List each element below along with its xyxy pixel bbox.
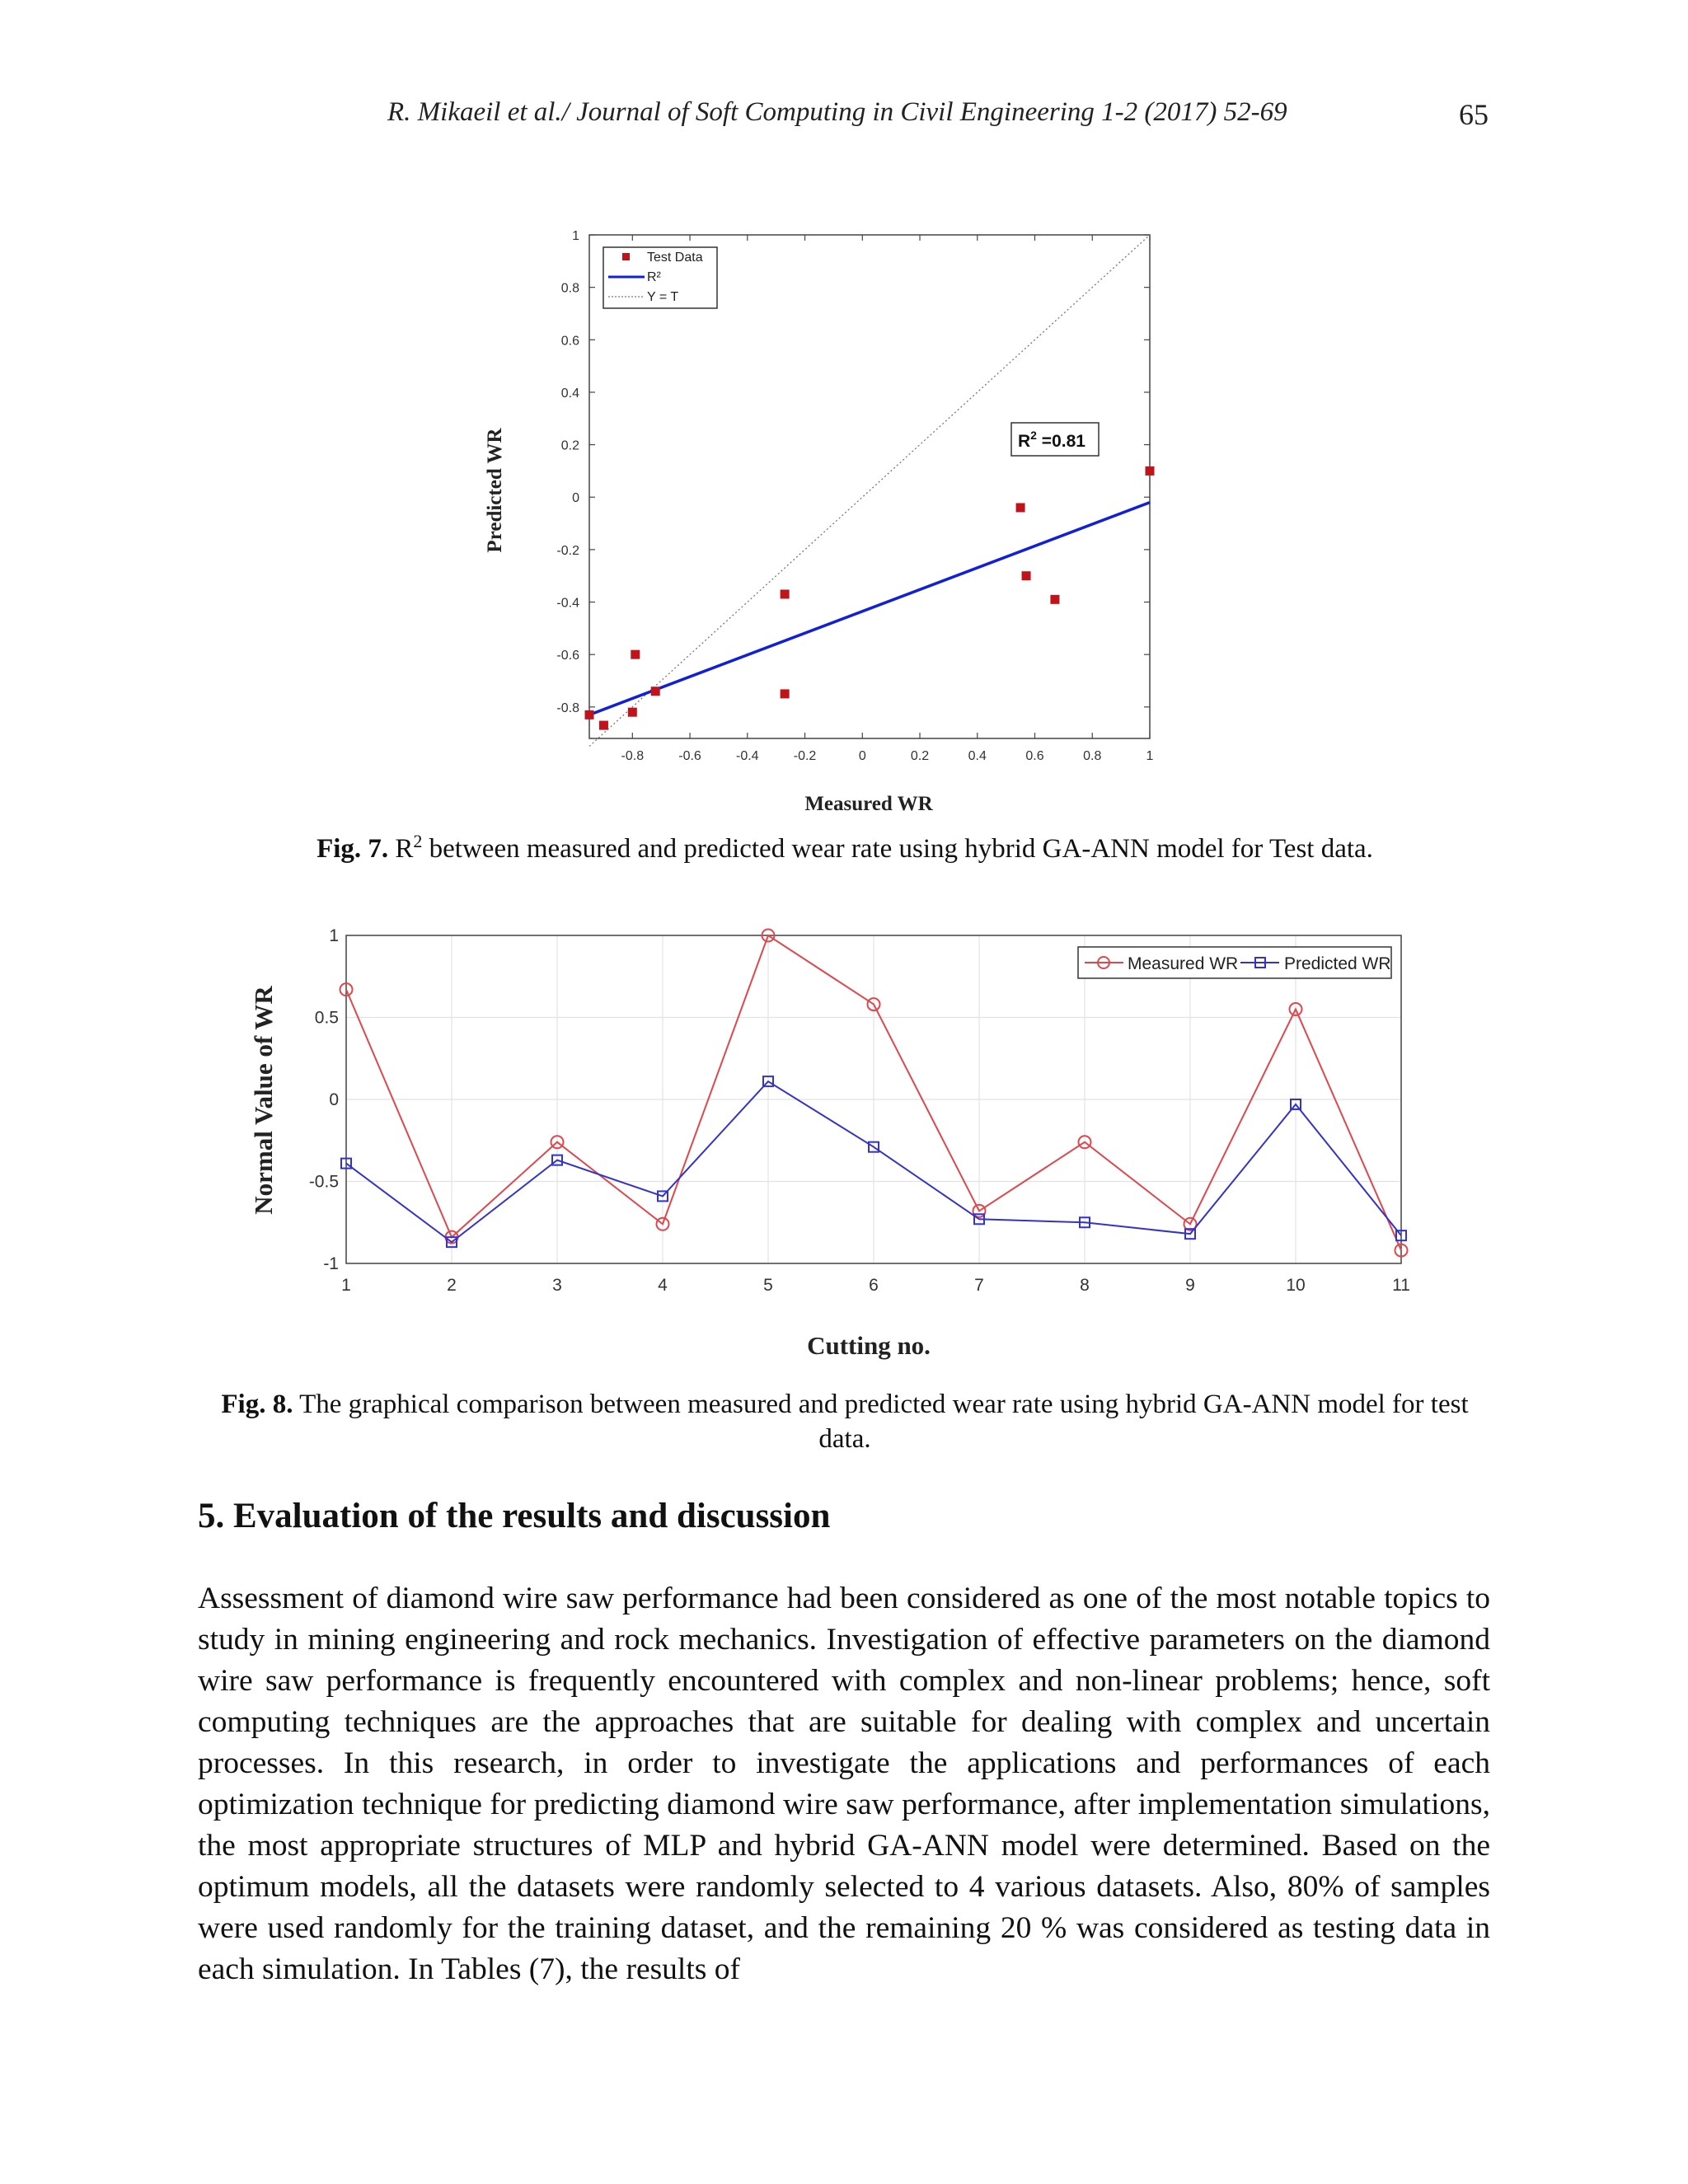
fig7-data-point bbox=[1022, 571, 1031, 580]
fig8-y-tick-label: 0.5 bbox=[314, 1008, 339, 1028]
fig8-y-tick-label: -1 bbox=[323, 1254, 339, 1273]
figure-7-caption-text: between measured and predicted wear rate using hybrid GA-ANN model for Test data. bbox=[422, 834, 1373, 864]
fig8-x-tick-label: 2 bbox=[447, 1276, 457, 1295]
fig7-r2-annotation bbox=[1011, 423, 1099, 456]
fig7-x-tick-label: 0.8 bbox=[1083, 749, 1102, 763]
fig7-legend-r2: R² bbox=[647, 270, 661, 284]
fig7-legend-y-equals-t: Y = T bbox=[647, 290, 679, 304]
fig8-legend-measured: Measured WR bbox=[1128, 954, 1239, 973]
fig7-y-tick-label: -0.8 bbox=[556, 701, 579, 715]
fig7-y-tick-label: -0.2 bbox=[556, 543, 579, 558]
fig8-x-tick-label: 11 bbox=[1392, 1276, 1410, 1295]
fig8-x-tick-label: 10 bbox=[1286, 1276, 1306, 1295]
figure-7-scatter-chart bbox=[462, 223, 1203, 824]
fig8-x-tick-label: 7 bbox=[974, 1276, 984, 1295]
figure-8-caption-label: Fig. 8. bbox=[221, 1390, 293, 1419]
fig7-data-point bbox=[781, 589, 790, 598]
fig7-data-point bbox=[599, 721, 608, 730]
fig7-tick-labels bbox=[556, 229, 1153, 763]
fig7-data-point bbox=[1016, 503, 1025, 512]
fig8-y-tick-label: 0 bbox=[329, 1090, 339, 1109]
fig8-x-tick-label: 3 bbox=[552, 1276, 562, 1295]
fig8-x-tick-label: 8 bbox=[1080, 1276, 1090, 1295]
fig7-lines bbox=[589, 235, 1150, 747]
fig7-x-tick-label: -0.6 bbox=[678, 749, 701, 763]
fig8-x-tick-label: 9 bbox=[1185, 1276, 1195, 1295]
fig7-y-tick-label: 0.6 bbox=[560, 334, 579, 349]
fig7-data-point bbox=[585, 710, 594, 719]
body-paragraph: Assessment of diamond wire saw performance had been considered as one of the most notable topics to study in mining engineering and rock mechanics. Investigation of effective parameters on the diamond wire saw performance is frequently encountered with complex and non-linear problems; hence, soft computing techniques are the approaches that are suitable for dealing with complex and uncertain processes. In this research, in order to investigate the applications and performances of each optimization technique for predicting diamond wire saw performance, after implementation simulations, the most appropriate structures of MLP and hybrid GA-ANN model were determined. Based on the optimum models, all the datasets were randomly selected to 4 various datasets. Also, 80% of samples were used randomly for the training dataset, and the remaining 20 % was considered as testing data in each simulation. In Tables (7), the results of bbox=[198, 1582, 1490, 1986]
fig7-y-axis-label: Predicted WR bbox=[484, 428, 506, 553]
fig8-y-axis-label: Normal Value of WR bbox=[249, 986, 278, 1215]
fig8-x-tick-label: 6 bbox=[869, 1276, 879, 1295]
fig7-r2-prefix: R bbox=[1018, 432, 1031, 451]
fig7-legend-marker-test bbox=[622, 253, 630, 260]
fig7-data-point bbox=[651, 687, 660, 696]
fig7-data-point bbox=[1146, 466, 1155, 476]
fig8-x-tick-label: 4 bbox=[658, 1276, 668, 1295]
running-header bbox=[0, 97, 1688, 138]
fig7-axes bbox=[589, 235, 1150, 738]
fig8-x-tick-label: 5 bbox=[763, 1276, 773, 1295]
fig7-x-tick-label: -0.2 bbox=[793, 749, 817, 763]
fig7-r2-text bbox=[1018, 429, 1085, 451]
fig7-legend-test-data: Test Data bbox=[647, 251, 703, 265]
fig8-legend bbox=[1078, 947, 1391, 978]
figure-7-caption-label: Fig. 7. bbox=[316, 834, 389, 864]
fig7-data-point bbox=[1050, 595, 1059, 604]
fig8-axes-grid bbox=[346, 935, 1401, 1263]
fig7-x-tick-label: 0 bbox=[858, 749, 866, 763]
fig7-x-tick-label: -0.8 bbox=[621, 749, 645, 763]
fig8-x-tick-label: 1 bbox=[341, 1276, 351, 1295]
figure-8-caption-text: The graphical comparison between measured and predicted wear rate using hybrid GA-ANN model for test data. bbox=[293, 1390, 1469, 1454]
fig8-tick-labels bbox=[309, 926, 1410, 1295]
fig7-plot-frame bbox=[589, 235, 1150, 738]
fig7-y-tick-label: 0 bbox=[572, 491, 579, 506]
fig7-identity-line bbox=[589, 235, 1150, 747]
fig7-regression-line bbox=[589, 503, 1150, 715]
fig7-data-point bbox=[781, 689, 790, 698]
fig7-data-point bbox=[631, 650, 640, 659]
fig7-y-tick-label: -0.6 bbox=[556, 649, 579, 663]
fig7-y-tick-label: 0.4 bbox=[560, 386, 579, 401]
fig8-y-tick-label: 1 bbox=[329, 926, 339, 945]
journal-citation: R. Mikaeil et al./ Journal of Soft Computing in Civil Engineering 1-2 (2017) 52-69 bbox=[387, 97, 1287, 127]
fig7-points bbox=[585, 466, 1155, 730]
fig8-legend-predicted: Predicted WR bbox=[1284, 954, 1391, 973]
fig7-y-tick-label: 1 bbox=[572, 229, 579, 243]
fig7-y-tick-label: 0.8 bbox=[560, 281, 579, 296]
page-number: 65 bbox=[1459, 98, 1489, 131]
fig7-r2-value: =0.81 bbox=[1036, 432, 1085, 451]
fig7-y-tick-label: -0.4 bbox=[556, 596, 579, 611]
fig7-x-axis-label: Measured WR bbox=[804, 793, 933, 815]
fig8-y-tick-label: -0.5 bbox=[308, 1172, 339, 1192]
figure-7-caption-r: R bbox=[395, 834, 414, 864]
figure-7-caption-sup: 2 bbox=[413, 831, 423, 851]
figure-8-caption bbox=[198, 1387, 1492, 1456]
fig7-data-point bbox=[628, 708, 637, 717]
fig7-y-tick-label: 0.2 bbox=[560, 438, 579, 453]
section-heading: 5. Evaluation of the results and discussion bbox=[198, 1497, 831, 1535]
figure-7-caption bbox=[198, 824, 1492, 866]
fig8-x-axis-label: Cutting no. bbox=[807, 1331, 931, 1360]
fig7-x-tick-label: -0.4 bbox=[736, 749, 759, 763]
fig7-x-tick-label: 0.6 bbox=[1025, 749, 1044, 763]
fig7-x-tick-label: 0.4 bbox=[968, 749, 987, 763]
fig7-x-tick-label: 0.2 bbox=[910, 749, 930, 763]
figure-8-line-chart bbox=[247, 923, 1467, 1368]
fig7-r2-sup: 2 bbox=[1030, 429, 1037, 442]
fig7-x-tick-label: 1 bbox=[1146, 749, 1154, 763]
fig7-legend bbox=[603, 247, 717, 308]
